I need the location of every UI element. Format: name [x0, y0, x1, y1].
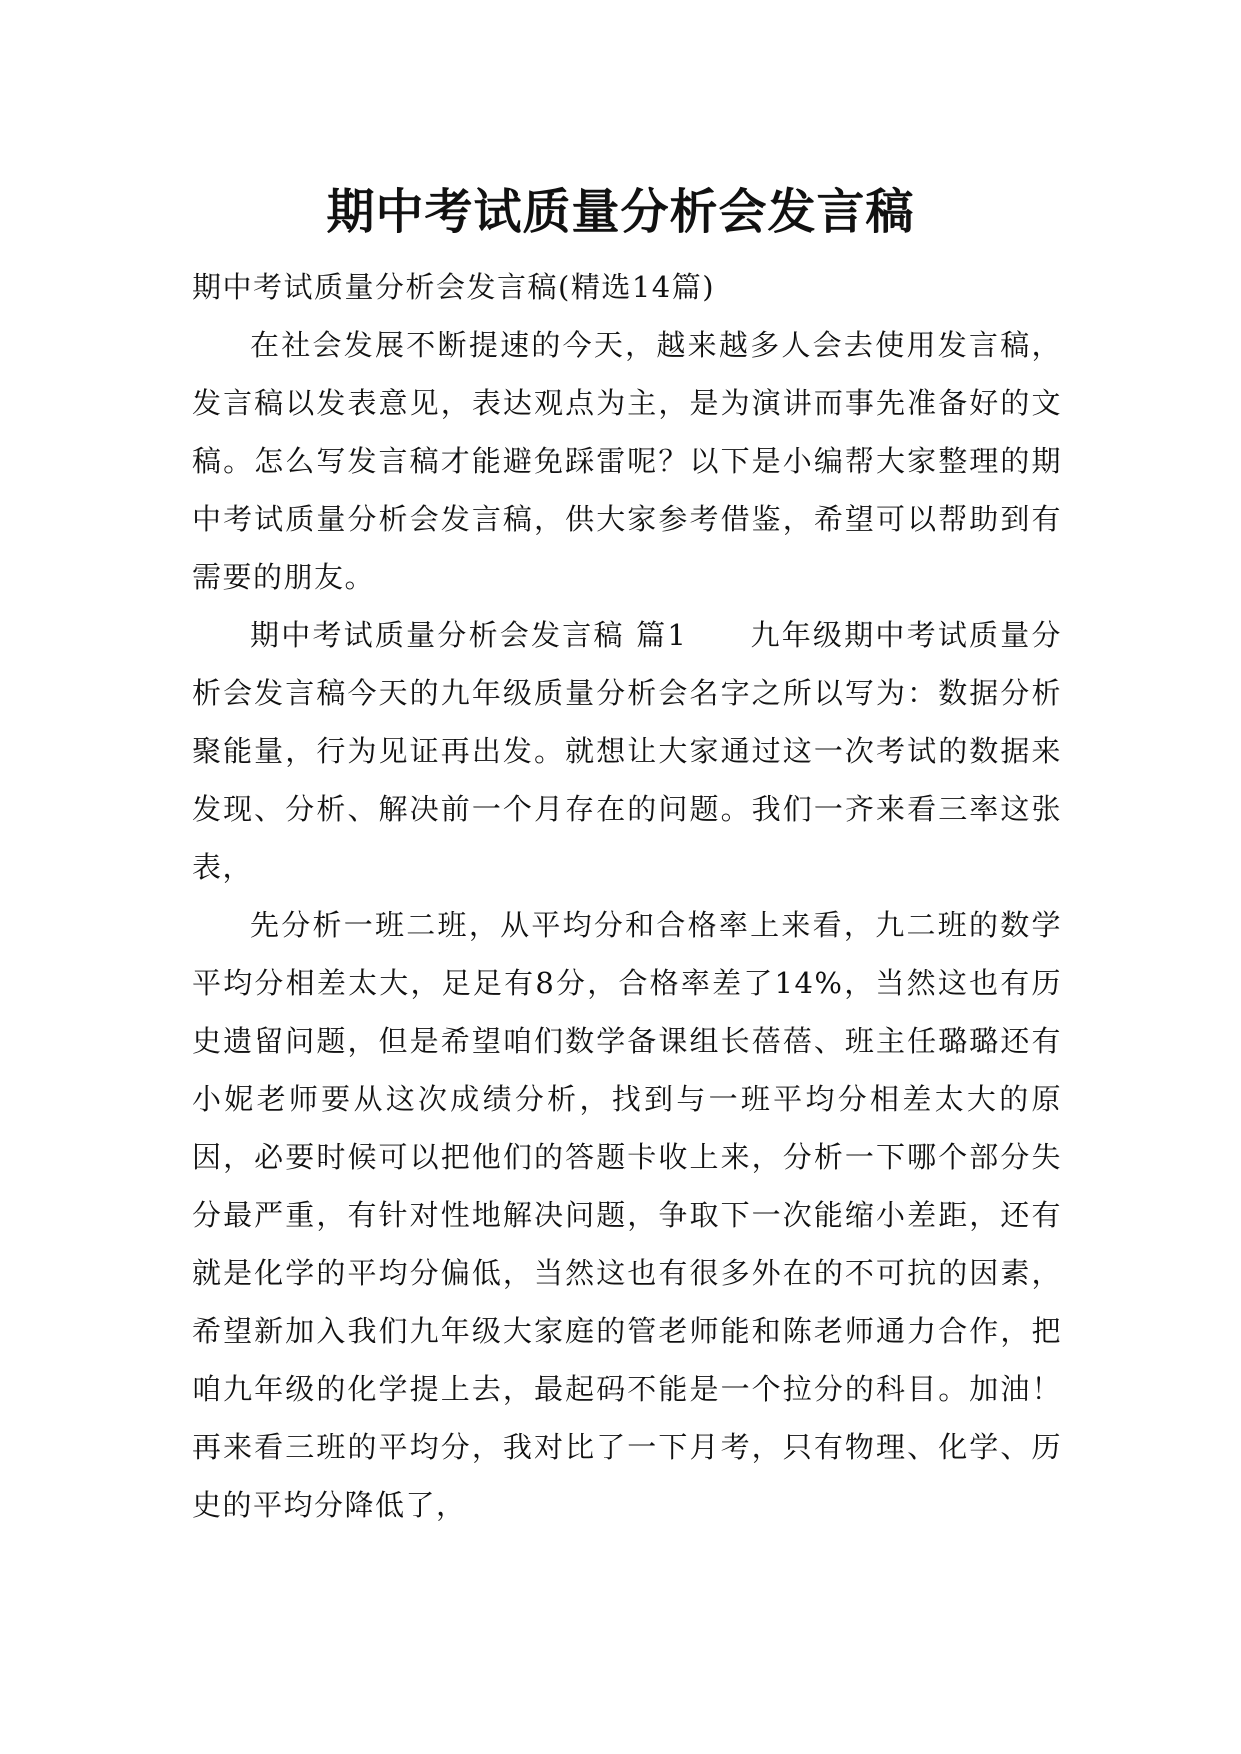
- document-subtitle: 期中考试质量分析会发言稿(精选14篇): [192, 270, 716, 304]
- paragraph-article-1: 期中考试质量分析会发言稿 篇1 九年级期中考试质量分析会发言稿今天的九年级质量分析会名字之所以写为：数据分析聚能量，行为见证再出发。就想让大家通过这一次考试的数据来发现、分析、解决前一个月存在的问题。我们一齐来看三率这张表，: [192, 618, 1062, 884]
- document-title: 期中考试质量分析会发言稿: [326, 184, 915, 241]
- paragraph-intro: 在社会发展不断提速的今天，越来越多人会去使用发言稿，发言稿以发表意见，表达观点为主，是为演讲而事先准备好的文稿。怎么写发言稿才能避免踩雷呢？以下是小编帮大家整理的期中考试质量分析会发言稿，供大家参考借鉴，希望可以帮助到有需要的朋友。: [192, 328, 1062, 594]
- document-body: [192, 258, 1062, 1534]
- paragraph-analysis: 先分析一班二班，从平均分和合格率上来看，九二班的数学平均分相差太大，足足有8分，合格率差了14%，当然这也有历史遗留问题，但是希望咱们数学备课组长蓓蓓、班主任璐璐还有小妮老师要从这次成绩分析，找到与一班平均分相差太大的原因，必要时候可以把他们的答题卡收上来，分析一下哪个部分失分最严重，有针对性地解决问题，争取下一次能缩小差距，还有就是化学的平均分偏低，当然这也有很多外在的不可抗的因素，希望新加入我们九年级大家庭的管老师能和陈老师通力合作，把咱九年级的化学提上去，最起码不能是一个拉分的科目。加油！再来看三班的平均分，我对比了一下月考，只有物理、化学、历史的平均分降低了，: [192, 908, 1062, 1522]
